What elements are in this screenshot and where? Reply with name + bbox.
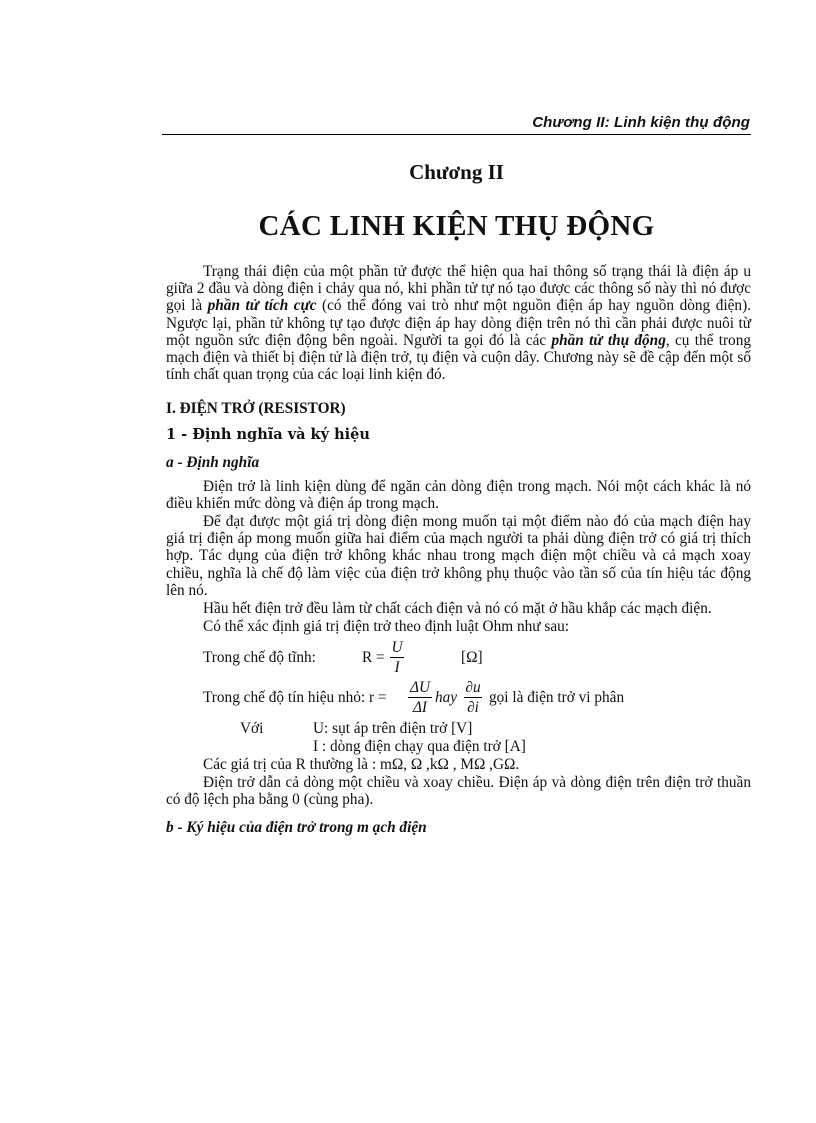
phase-paragraph: Điện trở dẫn cả dòng một chiều và xoay chiều. Điện áp và dòng điện trên điện trở thuần có độ lệch pha bằng 0 (cùng pha). bbox=[166, 774, 751, 809]
unit-values-line: Các giá trị của R thường là : mΩ, Ω ,kΩ , MΩ ,GΩ. bbox=[203, 756, 520, 773]
chapter-label: Chương II bbox=[409, 160, 504, 184]
definition-paragraph-1: Điện trở là linh kiện dùng để ngăn cản dòng điện trong mạch. Nói một cách khác là nó điều khiển mức dòng và điện áp trong mạch. bbox=[166, 478, 751, 513]
delta-denominator: ΔI bbox=[412, 699, 428, 716]
subsection-heading-symbol: b - Ký hiệu của điện trở trong m ạch điện bbox=[166, 819, 427, 836]
intro-bold-active: phần tử tích cực bbox=[207, 297, 317, 315]
delta-fraction bbox=[408, 679, 432, 716]
differential-note: gọi là điện trở vi phân bbox=[489, 689, 625, 706]
subsection-heading-definition: a - Định nghĩa bbox=[166, 454, 260, 471]
fraction-bar bbox=[408, 697, 432, 698]
subsection-heading-definition-symbol: 1 - Định nghĩa và ký hiệu bbox=[166, 426, 370, 443]
where-label: Với bbox=[240, 720, 264, 737]
fraction-bar bbox=[390, 657, 404, 658]
current-definition: I : dòng điện chạy qua điện trở [A] bbox=[313, 738, 526, 755]
partial-fraction bbox=[464, 679, 482, 716]
definition-paragraph-3: Hầu hết điện trở đều làm từ chất cách điện và nó có mặt ở hầu khắp các mạch điện. bbox=[203, 600, 712, 617]
static-mode-label: Trong chế độ tĩnh: bbox=[203, 649, 316, 666]
hay-word: hay bbox=[435, 689, 458, 706]
voltage-definition: U: sụt áp trên điện trở [V] bbox=[313, 720, 473, 737]
section-heading-resistor: I. ĐIỆN TRỞ (RESISTOR) bbox=[166, 400, 346, 417]
static-lhs: R = bbox=[362, 649, 385, 666]
partial-denominator: ∂i bbox=[467, 699, 479, 716]
static-numerator: U bbox=[391, 639, 403, 656]
fraction-bar bbox=[464, 697, 482, 698]
definition-paragraph-4: Có thể xác định giá trị điện trở theo định luật Ohm như sau: bbox=[203, 618, 570, 635]
intro-text-1: Trạng thái điện của một phần tử được thể hiện qua hai thông số trạng thái là điện áp u giữa 2 đầu và dòng điện i chảy qua nó, khi phần tử tự nó tạo được các thông số này thì nó được gọi là bbox=[166, 263, 751, 315]
static-denominator: I bbox=[394, 659, 400, 676]
intro-paragraph bbox=[166, 263, 751, 383]
static-fraction bbox=[390, 639, 404, 676]
intro-text-3: , cụ thể trong mạch điện và thiết bị điện tử là điện trở, tụ điện và cuộn dây. Chương này sẽ đề cập đến một số tính chất quan trọng của các loại linh kiện đó. bbox=[166, 331, 751, 384]
definition-paragraph-2: Để đạt được một giá trị dòng điện mong muốn tại một điểm nào đó của mạch điện hay giá trị điện áp mong muốn giữa hai điểm của mạch người ta phải dùng điện trở có giá trị thích hợp. Tác dụng của điện trở không khác nhau trong mạch điện một chiều và cả mạch xoay chiều, nghĩa là chế độ làm việc của điện trở không phụ thuộc vào tần số của tín hiệu tác động lên nó. bbox=[166, 513, 751, 599]
partial-numerator: ∂u bbox=[465, 679, 481, 696]
chapter-title: CÁC LINH KIỆN THỤ ĐỘNG bbox=[258, 210, 655, 242]
delta-numerator: ΔU bbox=[409, 679, 431, 696]
intro-text-2: (có thể đóng vai trò như một nguồn điện áp hay nguồn dòng điện). Ngược lại, phần tử không tự tạo được điện áp hay dòng điện trên nó thì cần phải được nuôi từ một nguồn sức điện động bên ngoài. Người ta gọi đó là các bbox=[166, 297, 751, 349]
running-header: Chương II: Linh kiện thụ động bbox=[532, 114, 750, 131]
intro-bold-passive: phần tử thụ động bbox=[551, 331, 666, 349]
small-signal-label: Trong chế độ tín hiệu nhỏ: r = bbox=[203, 689, 387, 706]
static-unit: [Ω] bbox=[461, 649, 483, 666]
header-rule bbox=[162, 134, 751, 135]
